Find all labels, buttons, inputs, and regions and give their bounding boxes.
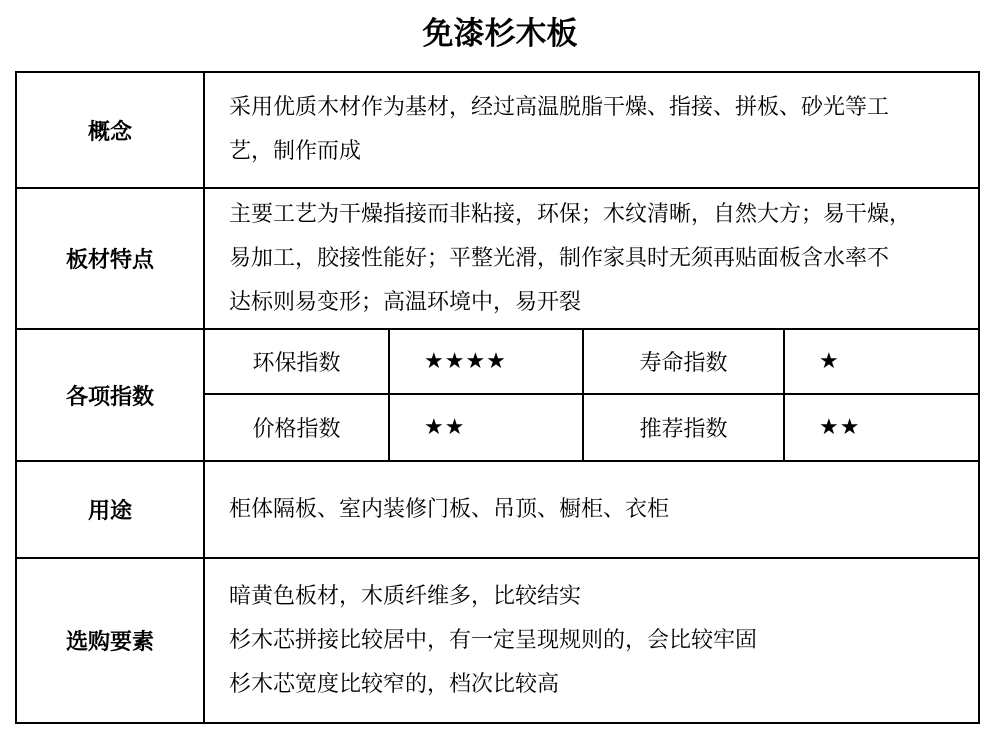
row-label-usage: 用途 (17, 462, 205, 557)
table-row-features (17, 189, 978, 330)
row-label-concept: 概念 (17, 73, 205, 187)
text-line: 达标则易变形；高温环境中，易开裂 (229, 289, 582, 315)
text-line: 杉木芯拼接比较居中，有一定呈现规则的，会比较牢固 (229, 627, 758, 653)
index-name-price: 价格指数 (252, 417, 341, 442)
text-line: 柜体隔板、室内装修门板、吊顶、橱柜、衣柜 (229, 496, 670, 522)
index-stars-lifespan: ★ (819, 349, 840, 374)
table-row-indices (17, 330, 978, 462)
row-content-features (205, 189, 978, 328)
page-title: 免漆杉木板 (422, 16, 578, 52)
index-name-lifespan: 寿命指数 (639, 351, 728, 376)
table-row-concept (17, 73, 978, 189)
index-name-recommend: 推荐指数 (639, 417, 728, 442)
table-row-usage (17, 462, 978, 559)
text-line: 暗黄色板材，木质纤维多，比较结实 (229, 583, 582, 609)
text-line: 艺，制作而成 (229, 139, 362, 164)
row-content-usage (205, 462, 978, 557)
row-content-buying (205, 559, 978, 722)
info-table (15, 71, 980, 724)
table-row-buying (17, 559, 978, 722)
text-line: 杉木芯宽度比较窄的，档次比较高 (229, 671, 560, 697)
text-line: 主要工艺为干燥指接而非粘接，环保；木纹清晰，自然大方；易干燥， (229, 201, 912, 227)
index-stars-eco: ★★★★ (424, 349, 507, 374)
indices-grid (205, 330, 978, 460)
row-content-concept (205, 73, 978, 187)
row-label-features: 板材特点 (17, 189, 205, 328)
index-name-eco: 环保指数 (252, 351, 341, 376)
row-label-indices: 各项指数 (17, 330, 205, 460)
row-label-buying: 选购要素 (17, 559, 205, 722)
text-line: 易加工，胶接性能好；平整光滑，制作家具时无须再贴面板含水率不 (229, 245, 890, 271)
index-stars-price: ★★ (424, 415, 466, 440)
index-stars-recommend: ★★ (819, 415, 861, 440)
text-line: 采用优质木材作为基材，经过高温脱脂干燥、指接、拼板、砂光等工 (229, 95, 890, 120)
